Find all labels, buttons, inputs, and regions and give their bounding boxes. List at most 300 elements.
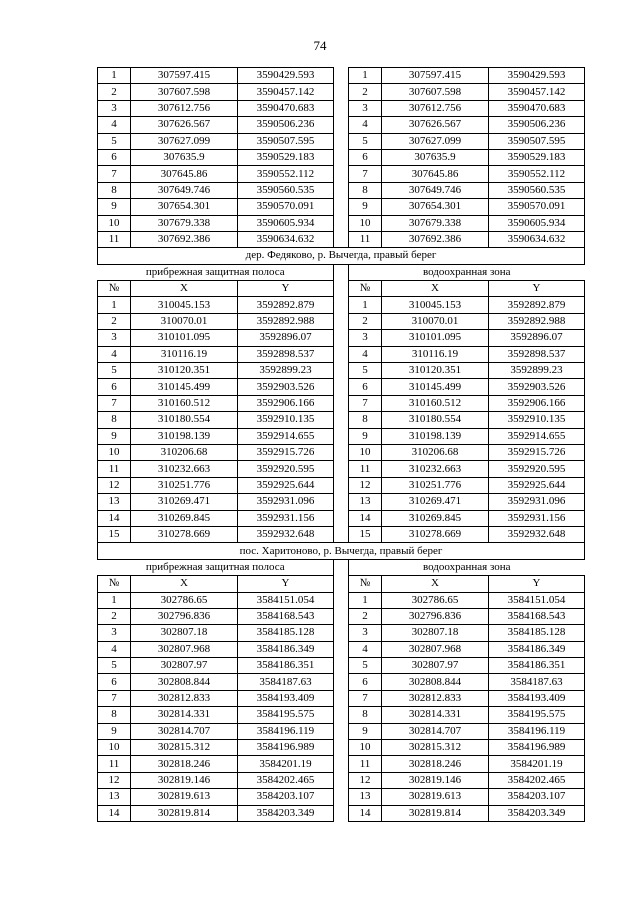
point-number-right: 2 xyxy=(349,608,382,624)
point-number-left: 12 xyxy=(98,477,131,493)
y-coordinate-right: 3592898.537 xyxy=(489,346,585,362)
point-number-right: 9 xyxy=(349,723,382,739)
point-number-right: 1 xyxy=(349,592,382,608)
column-header-row xyxy=(98,576,585,592)
column-gap xyxy=(334,182,349,198)
point-number-left: 3 xyxy=(98,100,131,116)
point-number-left: 4 xyxy=(98,346,131,362)
point-number-left: 1 xyxy=(98,297,131,313)
point-number-right: 14 xyxy=(349,510,382,526)
x-coordinate-right: 310269.471 xyxy=(382,494,489,510)
point-number-left: 2 xyxy=(98,84,131,100)
x-coordinate-right: 307635.9 xyxy=(382,149,489,165)
header-number-left: № xyxy=(98,281,131,297)
x-coordinate-left: 310145.499 xyxy=(131,379,238,395)
y-coordinate-right: 3584185.128 xyxy=(489,625,585,641)
x-coordinate-right: 302786.65 xyxy=(382,592,489,608)
point-number-right: 12 xyxy=(349,477,382,493)
table-row xyxy=(98,149,585,165)
x-coordinate-right: 307649.746 xyxy=(382,182,489,198)
column-gap xyxy=(334,412,349,428)
column-gap xyxy=(334,428,349,444)
y-coordinate-right: 3584196.989 xyxy=(489,740,585,756)
table-row xyxy=(98,199,585,215)
x-coordinate-left: 310120.351 xyxy=(131,363,238,379)
point-number-left: 2 xyxy=(98,313,131,329)
column-gap xyxy=(334,608,349,624)
header-x-left: X xyxy=(131,576,238,592)
y-coordinate-right: 3584195.575 xyxy=(489,707,585,723)
point-number-left: 15 xyxy=(98,526,131,542)
x-coordinate-right: 302815.312 xyxy=(382,740,489,756)
y-coordinate-left: 3592931.096 xyxy=(238,494,334,510)
page-number: 74 xyxy=(313,38,327,53)
x-coordinate-right: 302814.331 xyxy=(382,707,489,723)
header-x-right: X xyxy=(382,281,489,297)
y-coordinate-right: 3590605.934 xyxy=(489,215,585,231)
y-coordinate-left: 3590507.595 xyxy=(238,133,334,149)
point-number-left: 4 xyxy=(98,641,131,657)
column-gap xyxy=(334,576,349,592)
y-coordinate-right: 3592892.879 xyxy=(489,297,585,313)
point-number-right: 8 xyxy=(349,182,382,198)
zone-title-row xyxy=(98,559,585,575)
y-coordinate-left: 3584186.351 xyxy=(238,658,334,674)
x-coordinate-left: 302814.707 xyxy=(131,723,238,739)
point-number-left: 4 xyxy=(98,117,131,133)
zone-title-left: прибрежная защитная полоса xyxy=(98,264,334,280)
column-gap xyxy=(334,674,349,690)
point-number-right: 9 xyxy=(349,199,382,215)
point-number-left: 2 xyxy=(98,608,131,624)
column-gap xyxy=(334,313,349,329)
y-coordinate-right: 3584186.351 xyxy=(489,658,585,674)
y-coordinate-left: 3590506.236 xyxy=(238,117,334,133)
point-number-left: 5 xyxy=(98,363,131,379)
x-coordinate-left: 310180.554 xyxy=(131,412,238,428)
point-number-right: 3 xyxy=(349,330,382,346)
point-number-right: 14 xyxy=(349,805,382,821)
y-coordinate-right: 3592892.988 xyxy=(489,313,585,329)
y-coordinate-right: 3584193.409 xyxy=(489,690,585,706)
point-number-right: 6 xyxy=(349,379,382,395)
point-number-left: 6 xyxy=(98,379,131,395)
column-gap xyxy=(334,756,349,772)
x-coordinate-right: 310232.663 xyxy=(382,461,489,477)
point-number-right: 10 xyxy=(349,740,382,756)
point-number-right: 6 xyxy=(349,674,382,690)
table-row xyxy=(98,625,585,641)
y-coordinate-left: 3590552.112 xyxy=(238,166,334,182)
x-coordinate-left: 302808.844 xyxy=(131,674,238,690)
y-coordinate-right: 3592910.135 xyxy=(489,412,585,428)
x-coordinate-left: 310116.19 xyxy=(131,346,238,362)
y-coordinate-right: 3584196.119 xyxy=(489,723,585,739)
x-coordinate-left: 307607.598 xyxy=(131,84,238,100)
y-coordinate-left: 3592931.156 xyxy=(238,510,334,526)
y-coordinate-right: 3584201.19 xyxy=(489,756,585,772)
y-coordinate-right: 3592932.648 xyxy=(489,526,585,542)
point-number-left: 3 xyxy=(98,330,131,346)
y-coordinate-left: 3592899.23 xyxy=(238,363,334,379)
y-coordinate-left: 3592915.726 xyxy=(238,444,334,460)
header-y-right: Y xyxy=(489,576,585,592)
point-number-left: 3 xyxy=(98,625,131,641)
table-row xyxy=(98,608,585,624)
x-coordinate-left: 310278.669 xyxy=(131,526,238,542)
x-coordinate-right: 307607.598 xyxy=(382,84,489,100)
y-coordinate-right: 3592920.595 xyxy=(489,461,585,477)
table-row xyxy=(98,313,585,329)
y-coordinate-right: 3590470.683 xyxy=(489,100,585,116)
column-gap xyxy=(334,297,349,313)
column-gap xyxy=(334,690,349,706)
point-number-left: 13 xyxy=(98,494,131,510)
point-number-right: 4 xyxy=(349,346,382,362)
section-title-row xyxy=(98,248,585,264)
x-coordinate-right: 307679.338 xyxy=(382,215,489,231)
point-number-left: 12 xyxy=(98,772,131,788)
column-gap xyxy=(334,526,349,542)
point-number-left: 11 xyxy=(98,756,131,772)
column-gap xyxy=(334,264,349,280)
table-row xyxy=(98,592,585,608)
y-coordinate-left: 3592903.526 xyxy=(238,379,334,395)
x-coordinate-left: 302819.814 xyxy=(131,805,238,821)
y-coordinate-right: 3592931.156 xyxy=(489,510,585,526)
point-number-right: 4 xyxy=(349,641,382,657)
table-row xyxy=(98,477,585,493)
x-coordinate-left: 302812.833 xyxy=(131,690,238,706)
column-gap xyxy=(334,559,349,575)
coordinates-table-body xyxy=(98,68,585,822)
x-coordinate-right: 302814.707 xyxy=(382,723,489,739)
column-gap xyxy=(334,510,349,526)
y-coordinate-left: 3592920.595 xyxy=(238,461,334,477)
point-number-left: 5 xyxy=(98,133,131,149)
x-coordinate-right: 307692.386 xyxy=(382,231,489,247)
x-coordinate-right: 310278.669 xyxy=(382,526,489,542)
point-number-left: 8 xyxy=(98,412,131,428)
table-row xyxy=(98,428,585,444)
y-coordinate-right: 3584203.107 xyxy=(489,789,585,805)
header-x-left: X xyxy=(131,281,238,297)
y-coordinate-right: 3590506.236 xyxy=(489,117,585,133)
x-coordinate-left: 307612.756 xyxy=(131,100,238,116)
column-gap xyxy=(334,149,349,165)
y-coordinate-right: 3592914.655 xyxy=(489,428,585,444)
header-y-right: Y xyxy=(489,281,585,297)
y-coordinate-right: 3584168.543 xyxy=(489,608,585,624)
point-number-right: 11 xyxy=(349,231,382,247)
table-row xyxy=(98,690,585,706)
x-coordinate-left: 310101.095 xyxy=(131,330,238,346)
table-row xyxy=(98,444,585,460)
x-coordinate-right: 302819.814 xyxy=(382,805,489,821)
point-number-right: 4 xyxy=(349,117,382,133)
column-gap xyxy=(334,592,349,608)
y-coordinate-left: 3584196.989 xyxy=(238,740,334,756)
x-coordinate-left: 307597.415 xyxy=(131,68,238,84)
point-number-left: 14 xyxy=(98,510,131,526)
y-coordinate-right: 3590560.535 xyxy=(489,182,585,198)
table-row xyxy=(98,363,585,379)
table-row xyxy=(98,231,585,247)
x-coordinate-right: 310206.68 xyxy=(382,444,489,460)
table-row xyxy=(98,789,585,805)
y-coordinate-left: 3592932.648 xyxy=(238,526,334,542)
y-coordinate-right: 3592903.526 xyxy=(489,379,585,395)
table-row xyxy=(98,395,585,411)
column-gap xyxy=(334,346,349,362)
x-coordinate-right: 310101.095 xyxy=(382,330,489,346)
table-row xyxy=(98,117,585,133)
point-number-right: 7 xyxy=(349,166,382,182)
y-coordinate-right: 3590552.112 xyxy=(489,166,585,182)
x-coordinate-left: 302819.146 xyxy=(131,772,238,788)
y-coordinate-left: 3590560.535 xyxy=(238,182,334,198)
column-gap xyxy=(334,117,349,133)
section-title-row xyxy=(98,543,585,559)
x-coordinate-left: 307645.86 xyxy=(131,166,238,182)
x-coordinate-right: 310120.351 xyxy=(382,363,489,379)
column-gap xyxy=(334,100,349,116)
y-coordinate-right: 3584187.63 xyxy=(489,674,585,690)
x-coordinate-right: 302807.968 xyxy=(382,641,489,657)
x-coordinate-left: 310198.139 xyxy=(131,428,238,444)
point-number-right: 15 xyxy=(349,526,382,542)
column-gap xyxy=(334,84,349,100)
y-coordinate-left: 3584203.349 xyxy=(238,805,334,821)
x-coordinate-left: 302807.18 xyxy=(131,625,238,641)
y-coordinate-right: 3590507.595 xyxy=(489,133,585,149)
y-coordinate-left: 3584196.119 xyxy=(238,723,334,739)
y-coordinate-left: 3592906.166 xyxy=(238,395,334,411)
x-coordinate-right: 302819.613 xyxy=(382,789,489,805)
y-coordinate-left: 3592896.07 xyxy=(238,330,334,346)
x-coordinate-left: 302818.246 xyxy=(131,756,238,772)
y-coordinate-right: 3592925.644 xyxy=(489,477,585,493)
table-row xyxy=(98,641,585,657)
column-gap xyxy=(334,625,349,641)
y-coordinate-left: 3584203.107 xyxy=(238,789,334,805)
y-coordinate-right: 3592896.07 xyxy=(489,330,585,346)
point-number-right: 5 xyxy=(349,658,382,674)
y-coordinate-left: 3584201.19 xyxy=(238,756,334,772)
x-coordinate-right: 307627.099 xyxy=(382,133,489,149)
y-coordinate-left: 3584185.128 xyxy=(238,625,334,641)
y-coordinate-right: 3590429.593 xyxy=(489,68,585,84)
y-coordinate-right: 3584202.465 xyxy=(489,772,585,788)
x-coordinate-right: 302819.146 xyxy=(382,772,489,788)
section-title: дер. Федяково, р. Вычегда, правый берег xyxy=(98,248,585,264)
point-number-left: 10 xyxy=(98,740,131,756)
table-row xyxy=(98,379,585,395)
point-number-right: 2 xyxy=(349,313,382,329)
x-coordinate-left: 307627.099 xyxy=(131,133,238,149)
table-row xyxy=(98,461,585,477)
point-number-right: 1 xyxy=(349,297,382,313)
x-coordinate-left: 302796.836 xyxy=(131,608,238,624)
x-coordinate-left: 310160.512 xyxy=(131,395,238,411)
point-number-left: 9 xyxy=(98,428,131,444)
column-gap xyxy=(334,805,349,821)
x-coordinate-right: 302796.836 xyxy=(382,608,489,624)
y-coordinate-right: 3590529.183 xyxy=(489,149,585,165)
table-row xyxy=(98,215,585,231)
table-row xyxy=(98,166,585,182)
x-coordinate-right: 310145.499 xyxy=(382,379,489,395)
column-gap xyxy=(334,707,349,723)
y-coordinate-left: 3590634.632 xyxy=(238,231,334,247)
x-coordinate-left: 310206.68 xyxy=(131,444,238,460)
point-number-right: 10 xyxy=(349,215,382,231)
x-coordinate-right: 302807.18 xyxy=(382,625,489,641)
column-gap xyxy=(334,740,349,756)
x-coordinate-right: 310160.512 xyxy=(382,395,489,411)
point-number-right: 9 xyxy=(349,428,382,444)
x-coordinate-left: 302786.65 xyxy=(131,592,238,608)
x-coordinate-right: 307654.301 xyxy=(382,199,489,215)
y-coordinate-right: 3592931.096 xyxy=(489,494,585,510)
point-number-left: 7 xyxy=(98,166,131,182)
point-number-right: 2 xyxy=(349,84,382,100)
x-coordinate-right: 307626.567 xyxy=(382,117,489,133)
y-coordinate-right: 3590634.632 xyxy=(489,231,585,247)
point-number-right: 11 xyxy=(349,756,382,772)
y-coordinate-right: 3584186.349 xyxy=(489,641,585,657)
y-coordinate-left: 3592892.879 xyxy=(238,297,334,313)
header-number-left: № xyxy=(98,576,131,592)
column-header-row xyxy=(98,281,585,297)
column-gap xyxy=(334,363,349,379)
table-row xyxy=(98,84,585,100)
table-row xyxy=(98,707,585,723)
x-coordinate-right: 310116.19 xyxy=(382,346,489,362)
x-coordinate-right: 310045.153 xyxy=(382,297,489,313)
point-number-right: 11 xyxy=(349,461,382,477)
column-gap xyxy=(334,166,349,182)
column-gap xyxy=(334,379,349,395)
x-coordinate-right: 310198.139 xyxy=(382,428,489,444)
x-coordinate-left: 302807.968 xyxy=(131,641,238,657)
point-number-left: 10 xyxy=(98,215,131,231)
table-row xyxy=(98,510,585,526)
y-coordinate-left: 3590429.593 xyxy=(238,68,334,84)
y-coordinate-right: 3584203.349 xyxy=(489,805,585,821)
table-row xyxy=(98,297,585,313)
column-gap xyxy=(334,199,349,215)
y-coordinate-left: 3592898.537 xyxy=(238,346,334,362)
x-coordinate-left: 310251.776 xyxy=(131,477,238,493)
point-number-right: 13 xyxy=(349,789,382,805)
point-number-right: 6 xyxy=(349,149,382,165)
zone-title-row xyxy=(98,264,585,280)
column-gap xyxy=(334,641,349,657)
y-coordinate-right: 3584151.054 xyxy=(489,592,585,608)
x-coordinate-left: 307654.301 xyxy=(131,199,238,215)
y-coordinate-left: 3592925.644 xyxy=(238,477,334,493)
point-number-left: 8 xyxy=(98,707,131,723)
x-coordinate-right: 310070.01 xyxy=(382,313,489,329)
table-row xyxy=(98,805,585,821)
x-coordinate-left: 310269.471 xyxy=(131,494,238,510)
x-coordinate-left: 302814.331 xyxy=(131,707,238,723)
x-coordinate-left: 310070.01 xyxy=(131,313,238,329)
y-coordinate-left: 3592910.135 xyxy=(238,412,334,428)
point-number-right: 8 xyxy=(349,707,382,723)
y-coordinate-right: 3592906.166 xyxy=(489,395,585,411)
table-row xyxy=(98,133,585,149)
table-row xyxy=(98,182,585,198)
table-row xyxy=(98,772,585,788)
y-coordinate-right: 3592899.23 xyxy=(489,363,585,379)
x-coordinate-left: 302815.312 xyxy=(131,740,238,756)
point-number-right: 3 xyxy=(349,625,382,641)
y-coordinate-left: 3584193.409 xyxy=(238,690,334,706)
y-coordinate-left: 3592892.988 xyxy=(238,313,334,329)
y-coordinate-left: 3584186.349 xyxy=(238,641,334,657)
table-row xyxy=(98,330,585,346)
x-coordinate-right: 302818.246 xyxy=(382,756,489,772)
point-number-left: 9 xyxy=(98,723,131,739)
column-gap xyxy=(334,723,349,739)
x-coordinate-right: 302807.97 xyxy=(382,658,489,674)
column-gap xyxy=(334,461,349,477)
column-gap xyxy=(334,772,349,788)
x-coordinate-left: 307649.746 xyxy=(131,182,238,198)
y-coordinate-left: 3590470.683 xyxy=(238,100,334,116)
point-number-right: 7 xyxy=(349,395,382,411)
x-coordinate-left: 310269.845 xyxy=(131,510,238,526)
point-number-left: 7 xyxy=(98,395,131,411)
x-coordinate-left: 307679.338 xyxy=(131,215,238,231)
x-coordinate-right: 307597.415 xyxy=(382,68,489,84)
point-number-right: 8 xyxy=(349,412,382,428)
point-number-left: 1 xyxy=(98,592,131,608)
x-coordinate-left: 302807.97 xyxy=(131,658,238,674)
y-coordinate-left: 3590570.091 xyxy=(238,199,334,215)
point-number-left: 5 xyxy=(98,658,131,674)
y-coordinate-right: 3590570.091 xyxy=(489,199,585,215)
point-number-right: 10 xyxy=(349,444,382,460)
column-gap xyxy=(334,494,349,510)
point-number-left: 11 xyxy=(98,461,131,477)
column-gap xyxy=(334,330,349,346)
point-number-left: 10 xyxy=(98,444,131,460)
column-gap xyxy=(334,68,349,84)
y-coordinate-left: 3590605.934 xyxy=(238,215,334,231)
y-coordinate-left: 3584168.543 xyxy=(238,608,334,624)
header-number-right: № xyxy=(349,281,382,297)
coordinates-table xyxy=(97,67,585,822)
header-number-right: № xyxy=(349,576,382,592)
section-title: пос. Харитоново, р. Вычегда, правый берег xyxy=(98,543,585,559)
y-coordinate-left: 3592914.655 xyxy=(238,428,334,444)
y-coordinate-left: 3584187.63 xyxy=(238,674,334,690)
point-number-left: 7 xyxy=(98,690,131,706)
y-coordinate-left: 3584151.054 xyxy=(238,592,334,608)
point-number-left: 13 xyxy=(98,789,131,805)
x-coordinate-right: 310251.776 xyxy=(382,477,489,493)
header-y-left: Y xyxy=(238,281,334,297)
x-coordinate-right: 307612.756 xyxy=(382,100,489,116)
table-row xyxy=(98,494,585,510)
y-coordinate-right: 3592915.726 xyxy=(489,444,585,460)
zone-title-left: прибрежная защитная полоса xyxy=(98,559,334,575)
table-row xyxy=(98,723,585,739)
x-coordinate-right: 307645.86 xyxy=(382,166,489,182)
